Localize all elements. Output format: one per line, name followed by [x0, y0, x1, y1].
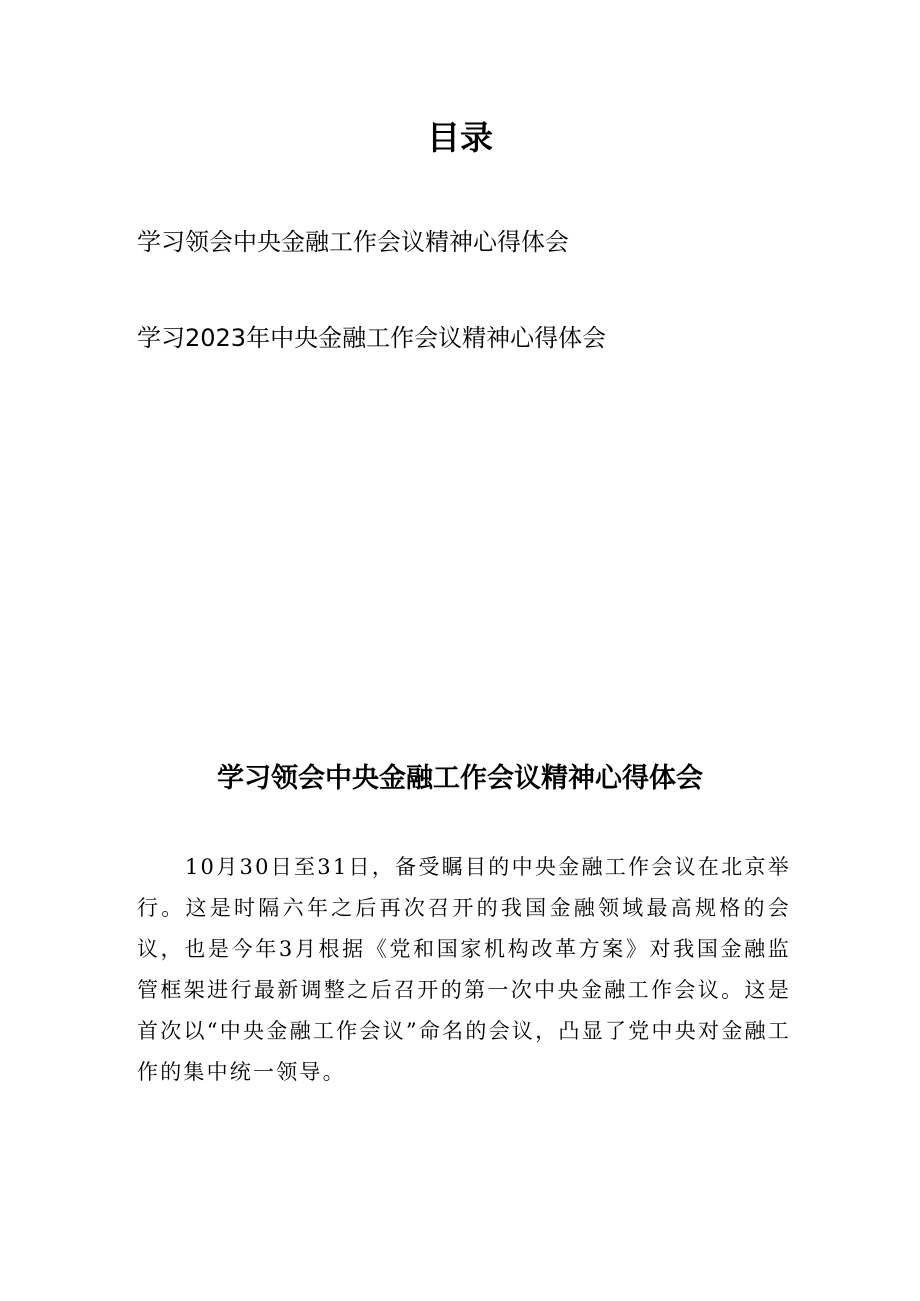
toc-title: 目录: [427, 118, 493, 157]
article-paragraph: 10月30日至31日，备受瞩目的中央金融工作会议在北京举行。这是时隔六年之后再次召开的我国金融领域最高规格的会议，也是今年3月根据《党和国家机构改革方案》对我国金融监管框架进行最新调整之后召开的第一次中央金融工作会议。这是首次以“中央金融工作会议”命名的会议，凸显了党中央对金融工作的集中统一领导。: [137, 855, 791, 1084]
toc-item-2[interactable]: 学习2023年中央金融工作会议精神心得体会: [137, 324, 607, 352]
toc-item-1[interactable]: 学习领会中央金融工作会议精神心得体会: [137, 228, 569, 256]
toc-list: [137, 218, 837, 410]
article-title: 学习领会中央金融工作会议精神心得体会: [217, 763, 703, 794]
